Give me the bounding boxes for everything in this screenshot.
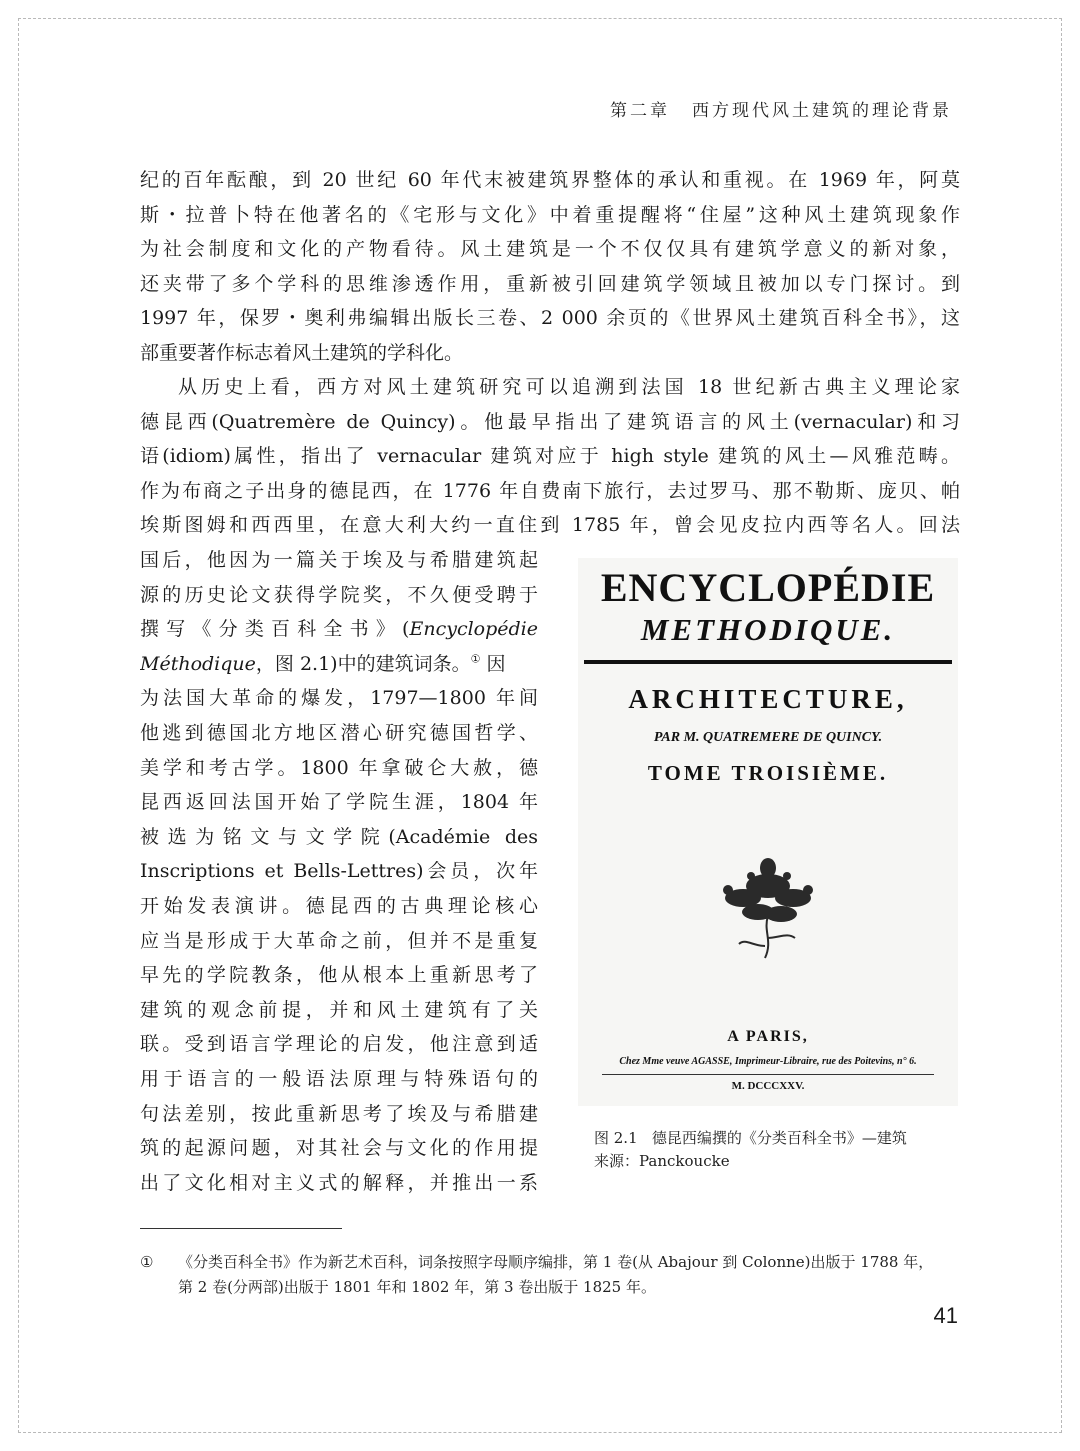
text-line: 美学和考古学。1800 年拿破仑大赦，德 bbox=[140, 756, 538, 779]
text-line: 德昆西(Quatremère de Quincy)。他最早指出了建筑语言的风土(vernacular)和习 bbox=[140, 410, 960, 433]
text-line: 用于语言的一般语法原理与特殊语句的 bbox=[140, 1067, 538, 1090]
text-line: 斯・拉普卜特在他著名的《宅形与文化》中着重提醒将“住屋”这种风土建筑现象作 bbox=[140, 203, 960, 226]
figure-subject: ARCHITECTURE, bbox=[628, 684, 908, 714]
caption-title: 图 2.1 德昆西编撰的《分类百科全书》—建筑 bbox=[594, 1129, 907, 1147]
text-line: Inscriptions et Bells-Lettres)会员，次年 bbox=[140, 860, 538, 883]
footnote-rule bbox=[140, 1228, 342, 1229]
chapter-title: 西方现代风土建筑的理论背景 bbox=[692, 101, 952, 121]
text-line: 句法差别，按此重新思考了埃及与希腊建 bbox=[140, 1102, 538, 1125]
text-line: 还夹带了多个学科的思维渗透作用，重新被引回建筑学领域且被加以专门探讨。到 bbox=[140, 272, 960, 295]
text-segment: 撰写《分类百科全书》( bbox=[140, 618, 410, 641]
figure-caption bbox=[594, 1127, 954, 1173]
text-line bbox=[140, 647, 538, 682]
figure-rule bbox=[584, 660, 952, 664]
paragraph-1 bbox=[140, 163, 960, 371]
italic-title: Méthodique bbox=[140, 652, 256, 675]
text-segment: ，图 2.1)中的建筑词条。 bbox=[255, 652, 471, 675]
text-line: 纪的百年酝酿，到 20 世纪 60 年代末被建筑界整体的承认和重视。在 1969 年，阿莫 bbox=[140, 169, 960, 191]
text-line: 筑的起源问题，对其社会与文化的作用提 bbox=[140, 1137, 538, 1160]
footnote-mark: ① bbox=[140, 1253, 154, 1271]
text-line: 部重要著作标志着风土建筑的学科化。 bbox=[140, 341, 464, 364]
text-line: 出了文化相对主义式的解释，并推出一系 bbox=[140, 1171, 538, 1194]
text-line: 联。受到语言学理论的启发，他注意到适 bbox=[140, 1033, 538, 1056]
paragraph-2 bbox=[140, 370, 960, 543]
text-line: 从历史上看，西方对风土建筑研究可以追溯到法国 18 世纪新古典主义理论家 bbox=[178, 376, 960, 398]
text-line: 建筑的观念前提，并和风土建筑有了关 bbox=[140, 998, 538, 1021]
footnote-line: 第 2 卷(分两部)出版于 1801 年和 1802 年，第 3 卷出版于 1825 年。 bbox=[178, 1278, 656, 1296]
figure-volume: TOME TROISIÈME. bbox=[647, 761, 889, 785]
italic-title: Encyclopédie bbox=[409, 618, 538, 641]
text-line: 语(idiom)属性，指出了 vernacular 建筑对应于 high style 建筑的风土—风雅范畴。 bbox=[140, 445, 960, 468]
text-line: 源的历史论文获得学院奖，不久便受聘于 bbox=[140, 583, 538, 606]
figure-rule-thin bbox=[602, 1074, 934, 1075]
figure-title-line2: METHODIQUE. bbox=[640, 612, 896, 647]
text-line: 为法国大革命的爆发，1797—1800 年间 bbox=[140, 687, 538, 710]
footnote-line: 《分类百科全书》作为新艺术百科，词条按照字母顺序编排，第 1 卷(从 Abajour 到 Colonne)出版于 1788 年， bbox=[178, 1253, 934, 1271]
text-line: 早先的学院教条，他从根本上重新思考了 bbox=[140, 964, 538, 987]
column-text bbox=[140, 543, 538, 1200]
page-number: 41 bbox=[933, 1303, 958, 1328]
footnote bbox=[140, 1250, 960, 1300]
text-line: 为社会制度和文化的产物看待。风土建筑是一个不仅仅具有建筑学意义的新对象， bbox=[140, 238, 960, 261]
figure-publisher: Chez Mme veuve AGASSE, Imprimeur-Libraire, rue des Poitevins, n° 6. bbox=[619, 1056, 917, 1067]
text-line: 他逃到德国北方地区潜心研究德国哲学、 bbox=[140, 721, 538, 744]
figure-place: A PARIS, bbox=[727, 1028, 809, 1045]
chapter-label: 第二章 bbox=[610, 101, 670, 121]
text-line bbox=[140, 612, 538, 647]
caption-source: 来源：Panckoucke bbox=[594, 1152, 730, 1170]
text-line: 应当是形成于大革命之前，但并不是重复 bbox=[140, 929, 538, 952]
text-line: 昆西返回法国开始了学院生涯，1804 年 bbox=[140, 791, 538, 814]
text-line: 开始发表演讲。德昆西的古典理论核心 bbox=[140, 894, 538, 917]
text-line: 埃斯图姆和西西里，在意大利大约一直住到 1785 年，曾会见皮拉内西等名人。回法 bbox=[140, 514, 960, 537]
text-line: 被选为铭文与文学院(Académie des bbox=[140, 825, 538, 848]
figure-title-page bbox=[578, 558, 958, 1106]
text-line: 作为布商之子出身的德昆西，在 1776 年自费南下旅行，去过罗马、那不勒斯、庞贝、帕 bbox=[140, 479, 960, 502]
text-line: 国后，他因为一篇关于埃及与希腊建筑起 bbox=[140, 549, 538, 571]
text-segment: 因 bbox=[480, 652, 506, 675]
footnote-ref[interactable]: ① bbox=[470, 652, 481, 666]
floral-ornament-icon bbox=[703, 846, 833, 966]
running-head bbox=[610, 96, 952, 121]
text-line: 1997 年，保罗・奥利弗编辑出版长三卷、2 000 余页的《世界风土建筑百科全书》，这 bbox=[140, 307, 960, 330]
figure-year: M. DCCCXXV. bbox=[731, 1080, 805, 1092]
figure-title-line1: ENCYCLOPÉDIE bbox=[600, 565, 936, 610]
figure-author: PAR M. QUATREMERE DE QUINCY. bbox=[653, 730, 883, 745]
